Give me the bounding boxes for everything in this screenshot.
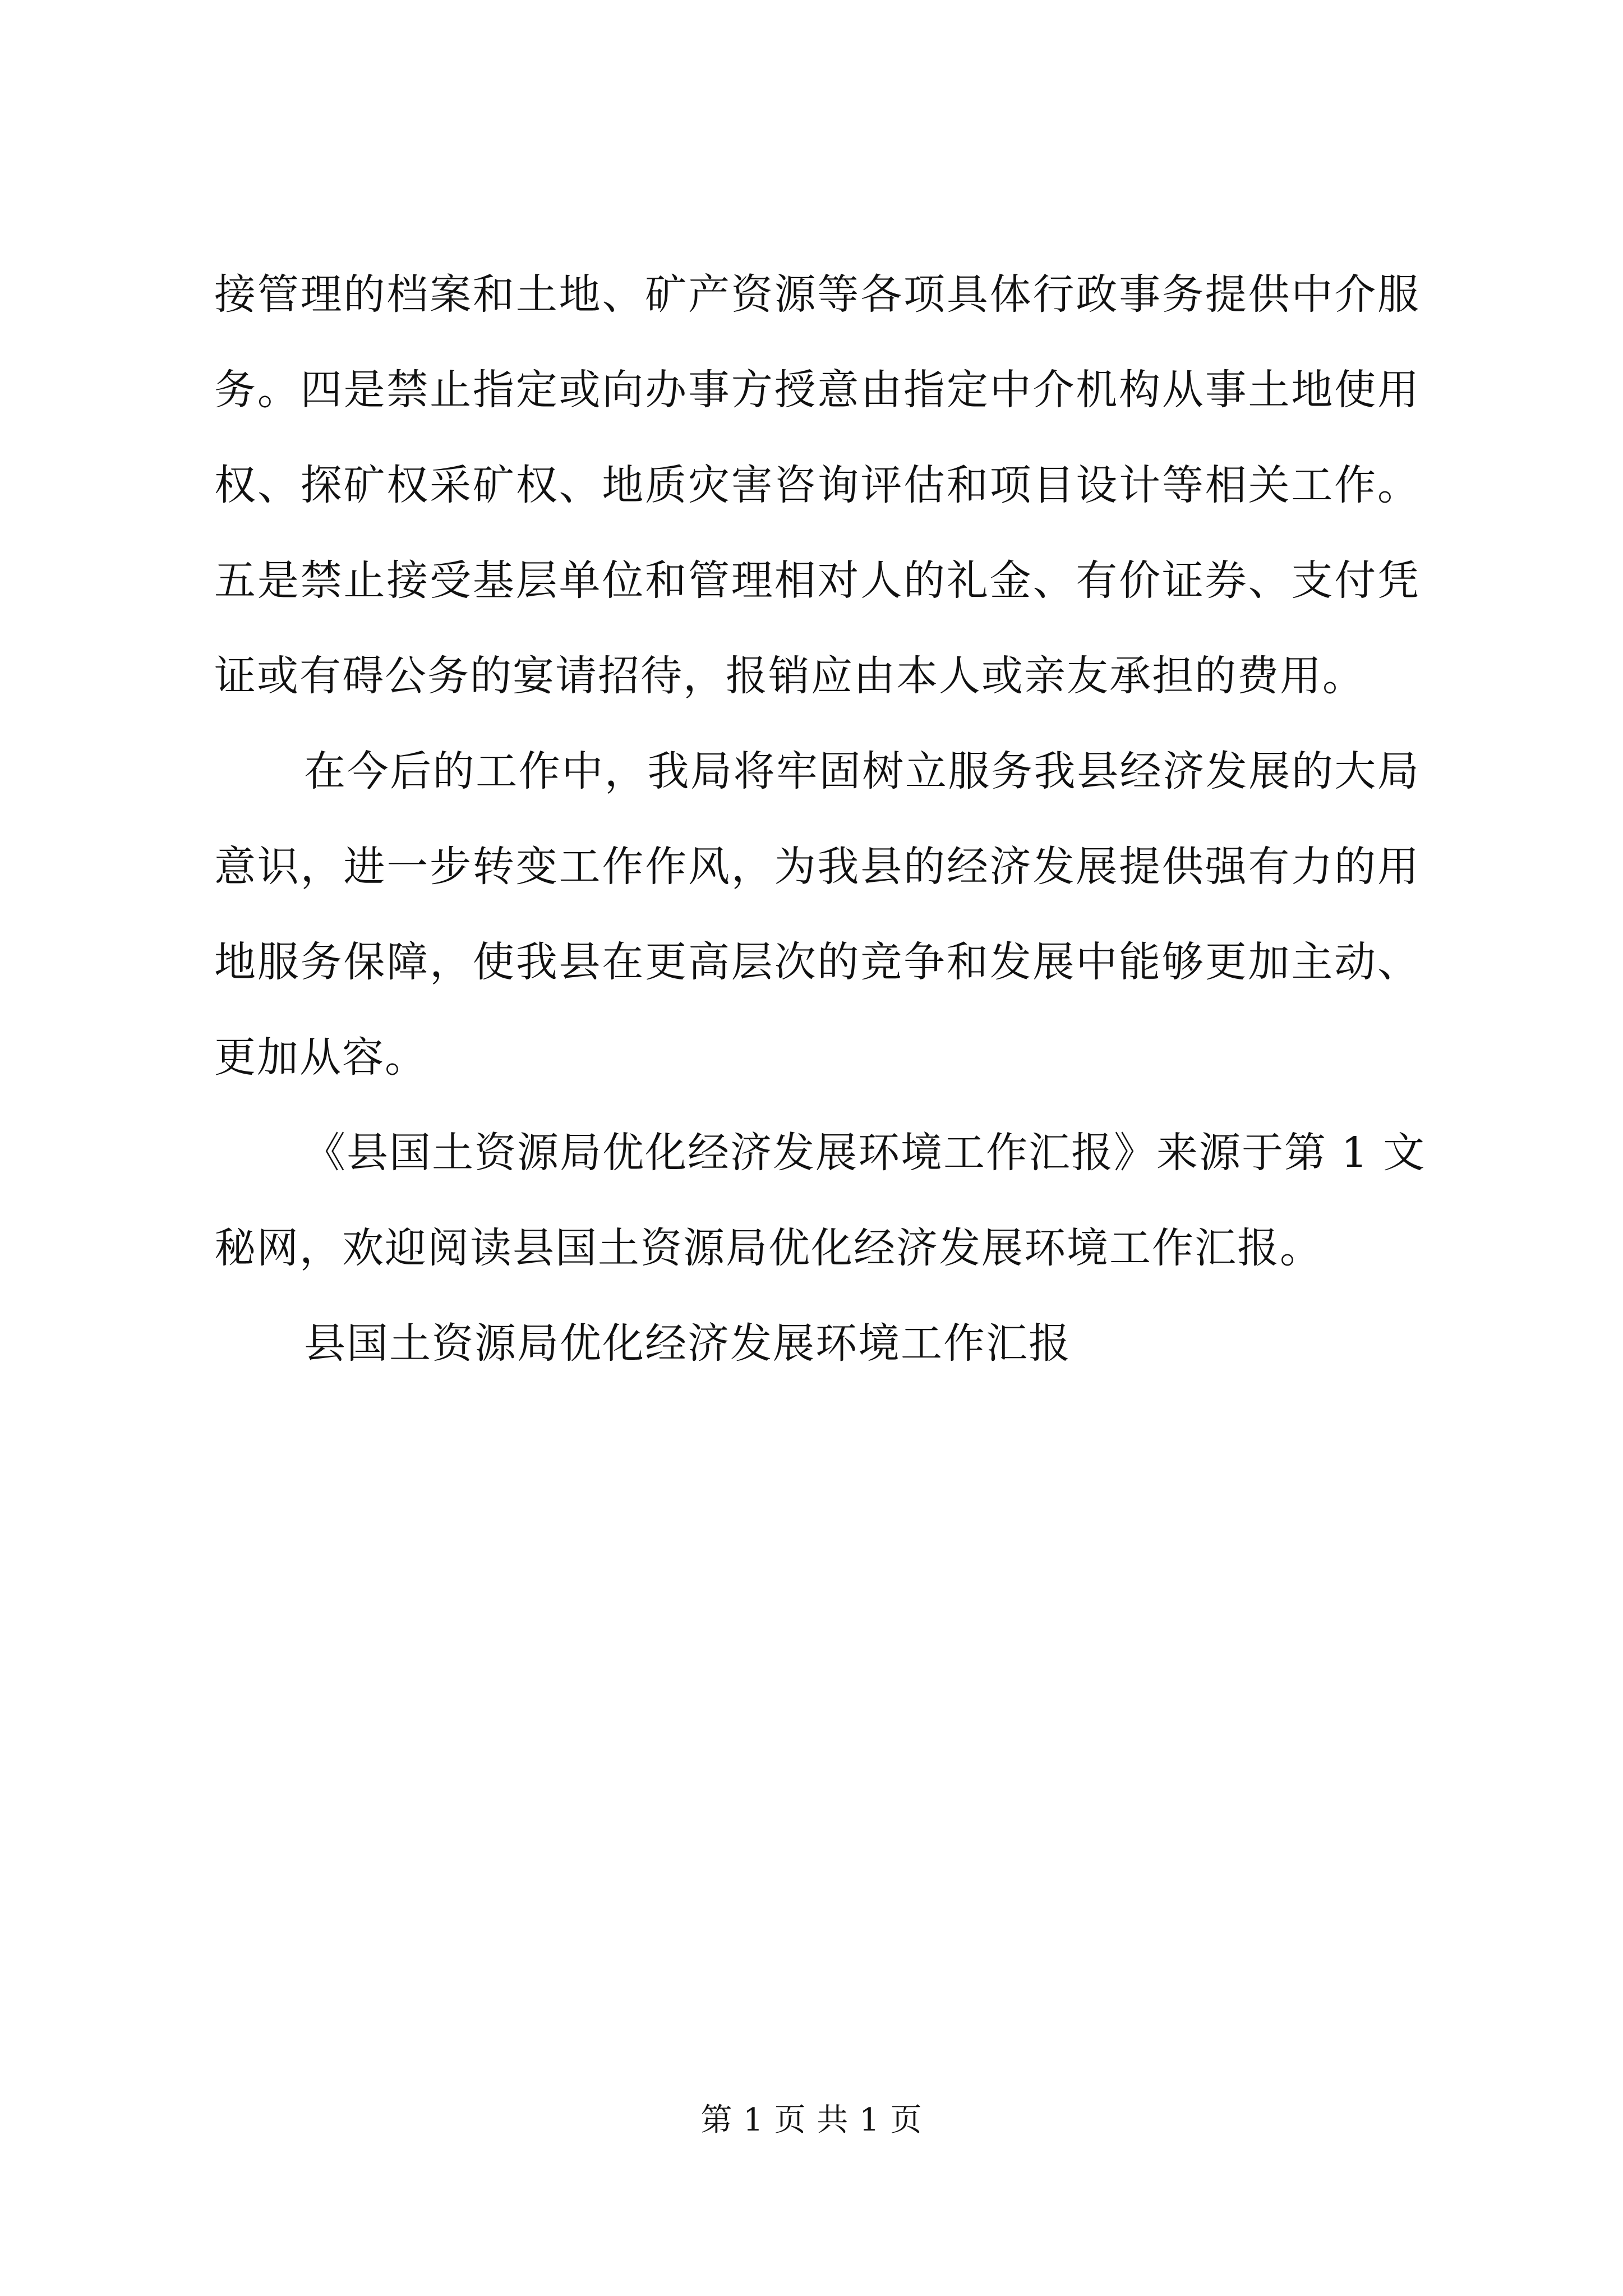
- page-number: 第 1 页 共 1 页: [700, 2102, 923, 2138]
- text-line: 接管理的档案和土地、矿产资源等各项具体行政事务提供中介服: [214, 270, 1420, 319]
- text-line: 秘网，欢迎阅读县国土资源局优化经济发展环境工作汇报。: [214, 1224, 1322, 1272]
- text-line: 更加从容。: [214, 1033, 427, 1082]
- paragraph-first-line: 在今后的工作中，我局将牢固树立服务我县经济发展的大局: [304, 747, 1420, 795]
- text-line: 意识，进一步转变工作作风，为我县的经济发展提供强有力的用: [214, 843, 1420, 891]
- document-body: [214, 247, 1426, 1391]
- text-line: 证或有碍公务的宴请招待，报销应由本人或亲友承担的费用。: [214, 652, 1365, 700]
- text-line: 地服务保障，使我县在更高层次的竞争和发展中能够更加主动、: [214, 938, 1420, 986]
- text-line: 五是禁止接受基层单位和管理相对人的礼金、有价证券、支付凭: [214, 556, 1420, 605]
- text-line: 务。四是禁止指定或向办事方授意由指定中介机构从事土地使用: [214, 366, 1420, 414]
- paragraph-first-line: 《县国土资源局优化经济发展环境工作汇报》来源于第 1 文: [304, 1129, 1426, 1177]
- closing-title: 县国土资源局优化经济发展环境工作汇报: [304, 1319, 1071, 1368]
- text-line: 权、探矿权采矿权、地质灾害咨询评估和项目设计等相关工作。: [214, 461, 1420, 509]
